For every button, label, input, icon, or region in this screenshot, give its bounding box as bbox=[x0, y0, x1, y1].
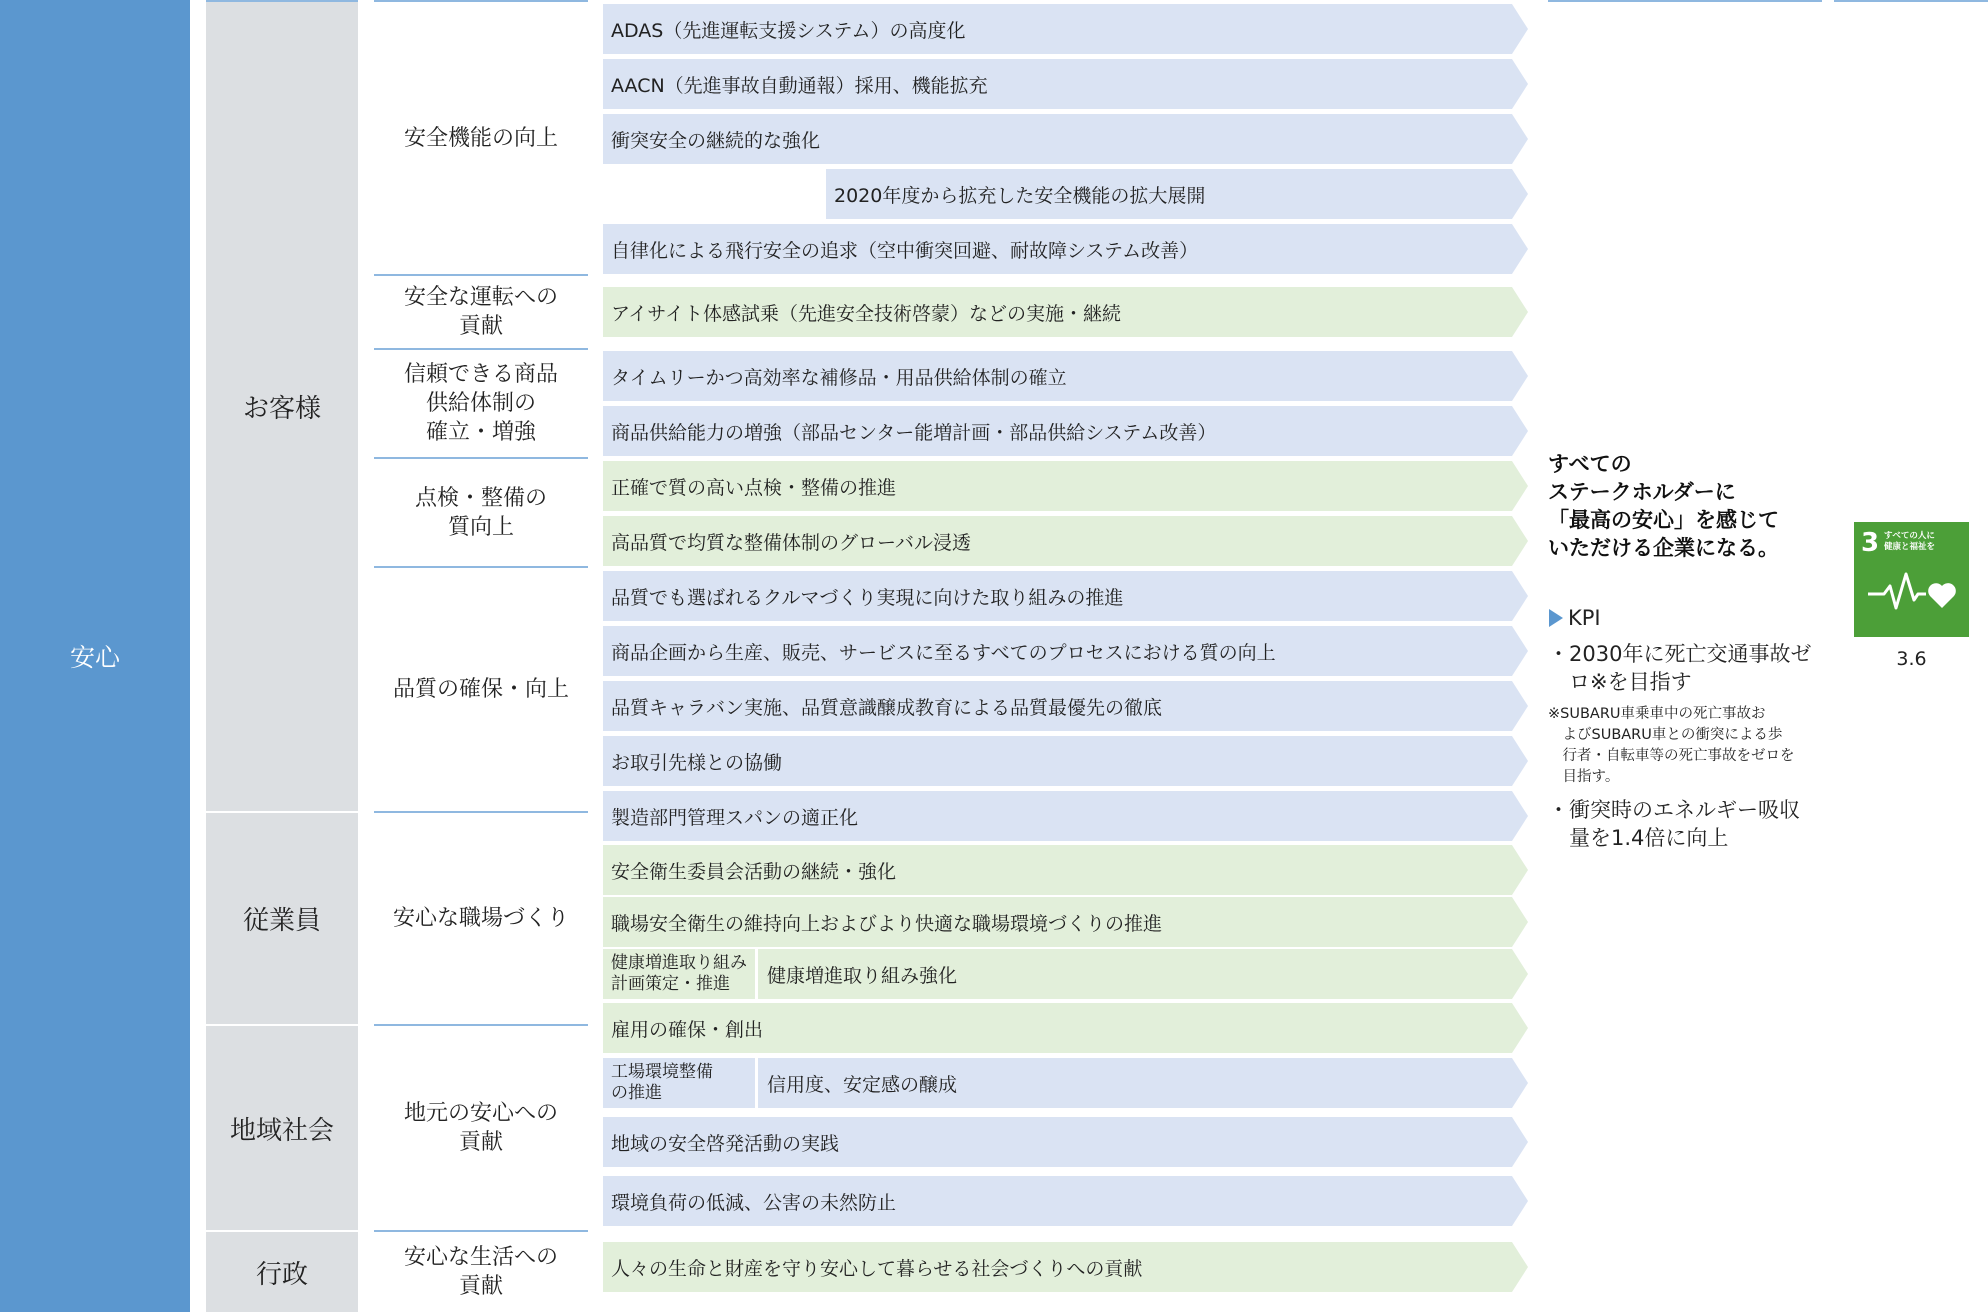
initiative-label: 品質キャラバン実施、品質意識醸成教育による品質最優先の徹底 bbox=[611, 696, 1163, 719]
initiative-label: 衝突安全の継続的な強化 bbox=[611, 129, 821, 152]
initiative-bar bbox=[603, 114, 1528, 164]
initiative-label: 地域の安全啓発活動の実践 bbox=[611, 1132, 840, 1155]
theme-divider bbox=[374, 566, 588, 568]
initiative-bar bbox=[603, 4, 1528, 54]
initiative-bar bbox=[603, 897, 1528, 947]
goal-statement bbox=[1548, 450, 1822, 562]
initiative-bar bbox=[603, 681, 1528, 731]
kpi-note: ※SUBARU車乗車中の死亡事故お よびSUBARU車との衝突による歩 行者・自転車等の死亡事故をゼロを 目指す。 bbox=[1548, 706, 1795, 785]
initiative-label: 正確で質の高い点検・整備の推進 bbox=[611, 476, 897, 499]
initiative-bar bbox=[603, 1117, 1528, 1167]
initiative-label: 品質でも選ばれるクルマづくり実現に向けた取り組みの推進 bbox=[611, 586, 1124, 609]
initiative-bar bbox=[603, 1242, 1528, 1292]
theme-label: 安全な運転への 貢献 bbox=[403, 285, 558, 339]
initiative-prelabel: 工場環境整備 の推進 bbox=[603, 1058, 758, 1108]
kpi-item: ・2030年に死亡交通事故ゼ bbox=[1548, 642, 1812, 666]
initiative-label: 雇用の確保・創出 bbox=[611, 1018, 764, 1041]
theme-cell bbox=[374, 459, 588, 566]
initiative-bar bbox=[603, 845, 1528, 895]
theme-cell bbox=[374, 568, 588, 811]
heartbeat-icon bbox=[1854, 522, 1969, 637]
initiative-bar bbox=[603, 406, 1528, 456]
theme-divider bbox=[374, 1024, 588, 1026]
theme-cell bbox=[374, 350, 588, 457]
initiative-label: 高品質で均質な整備体制のグローバル浸透 bbox=[611, 531, 972, 554]
initiative-bar bbox=[603, 1003, 1528, 1053]
initiative-label: 健康増進取り組み強化 bbox=[767, 964, 958, 987]
theme-cell bbox=[374, 1232, 588, 1312]
initiative-bar bbox=[603, 224, 1528, 274]
theme-label: 点検・整備の 質向上 bbox=[414, 485, 547, 540]
initiative-label: 信用度、安定感の醸成 bbox=[767, 1073, 958, 1096]
goal-line: すべての bbox=[1548, 452, 1632, 476]
kpi-list bbox=[1548, 640, 1828, 852]
theme-divider bbox=[374, 1230, 588, 1232]
initiative-label: お取引先様との協働 bbox=[611, 751, 783, 774]
theme-label: 安心な職場づくり bbox=[392, 906, 569, 931]
stakeholder-customers: お客様 bbox=[242, 394, 321, 424]
kpi-heading: KPI bbox=[1548, 606, 1601, 630]
sdg-goal-3-icon bbox=[1854, 522, 1969, 637]
initiative-bar bbox=[603, 516, 1528, 566]
initiative-bar bbox=[603, 791, 1528, 841]
theme-label: 安心な生活への 貢献 bbox=[403, 1245, 558, 1299]
sdg-title: すべての人に 健康と福祉を bbox=[1884, 531, 1936, 552]
theme-divider bbox=[374, 457, 588, 459]
initiative-bar bbox=[603, 1058, 1528, 1108]
initiative-label: 職場安全衛生の維持向上およびより快適な職場環境づくりの推進 bbox=[611, 912, 1163, 935]
initiative-label: 安全衛生委員会活動の継続・強化 bbox=[611, 860, 897, 883]
stakeholder-government: 行政 bbox=[255, 1259, 308, 1290]
theme-cell bbox=[374, 813, 588, 1024]
stakeholder-community: 地域社会 bbox=[229, 1115, 334, 1146]
initiative-bar bbox=[826, 169, 1528, 219]
goal-line: ステークホルダーに bbox=[1548, 480, 1736, 504]
goal-line: 「最高の安心」を感じて bbox=[1548, 508, 1779, 532]
triangle-marker-icon bbox=[1548, 608, 1564, 628]
initiative-prelabel: 健康増進取り組み 計画策定・推進 bbox=[603, 949, 758, 999]
initiative-label: 環境負荷の低減、公害の未然防止 bbox=[611, 1191, 897, 1214]
initiative-label: ADAS（先進運転支援システム）の高度化 bbox=[611, 19, 966, 42]
initiative-bar bbox=[603, 736, 1528, 786]
initiative-label: 商品企画から生産、販売、サービスに至るすべてのプロセスにおける質の向上 bbox=[611, 641, 1276, 664]
initiative-label: タイムリーかつ高効率な補修品・用品供給体制の確立 bbox=[611, 366, 1067, 389]
theme-divider bbox=[374, 811, 588, 813]
sdg-number: 3 bbox=[1861, 528, 1880, 558]
initiative-bar bbox=[603, 1176, 1528, 1226]
initiative-label: 人々の生命と財産を守り安心して暮らせる社会づくりへの貢献 bbox=[611, 1257, 1143, 1280]
initiative-bar bbox=[603, 949, 1528, 999]
theme-divider bbox=[374, 348, 588, 350]
initiative-label: アイサイト体感試乗（先進安全技術啓蒙）などの実施・継続 bbox=[611, 302, 1121, 325]
initiative-label: AACN（先進事故自動通報）採用、機能拡充 bbox=[611, 74, 988, 97]
initiative-bar bbox=[603, 287, 1528, 337]
initiative-bar bbox=[603, 351, 1528, 401]
sdg-target: 3.6 bbox=[1896, 648, 1927, 670]
category-label: 安心 bbox=[69, 643, 120, 672]
initiative-bar bbox=[603, 461, 1528, 511]
theme-label: 安全機能の向上 bbox=[403, 125, 558, 151]
initiative-label: 自律化による飛行安全の追求（空中衝突回避、耐故障システム改善） bbox=[611, 239, 1199, 262]
theme-cell bbox=[374, 1026, 588, 1230]
theme-cell bbox=[374, 276, 588, 348]
stakeholder-employees: 従業員 bbox=[242, 906, 321, 936]
theme-label: 品質の確保・向上 bbox=[392, 677, 569, 702]
goal-line: いただける企業になる。 bbox=[1548, 536, 1779, 560]
initiative-label: 商品供給能力の増強（部品センター能増計画・部品供給システム改善） bbox=[611, 421, 1217, 444]
initiative-label: 製造部門管理スパンの適正化 bbox=[611, 806, 859, 829]
theme-label: 地元の安心への 貢献 bbox=[403, 1101, 558, 1155]
sdg-top-rule bbox=[1834, 0, 1988, 2]
kpi-item: 量を1.4倍に向上 bbox=[1548, 826, 1729, 850]
initiative-bar bbox=[603, 571, 1528, 621]
kpi-item: ・衝突時のエネルギー吸収 bbox=[1548, 798, 1800, 822]
kpi-item: ロ※を目指す bbox=[1548, 670, 1692, 694]
initiative-bar bbox=[603, 59, 1528, 109]
initiative-bar bbox=[603, 626, 1528, 676]
goal-top-rule bbox=[1548, 0, 1822, 2]
initiative-label: 2020年度から拡充した安全機能の拡大展開 bbox=[834, 184, 1206, 207]
theme-divider bbox=[374, 274, 588, 276]
category-cell bbox=[0, 0, 190, 1312]
theme-label: 信頼できる商品 供給体制の 確立・増強 bbox=[403, 362, 558, 445]
theme-cell bbox=[374, 2, 588, 274]
